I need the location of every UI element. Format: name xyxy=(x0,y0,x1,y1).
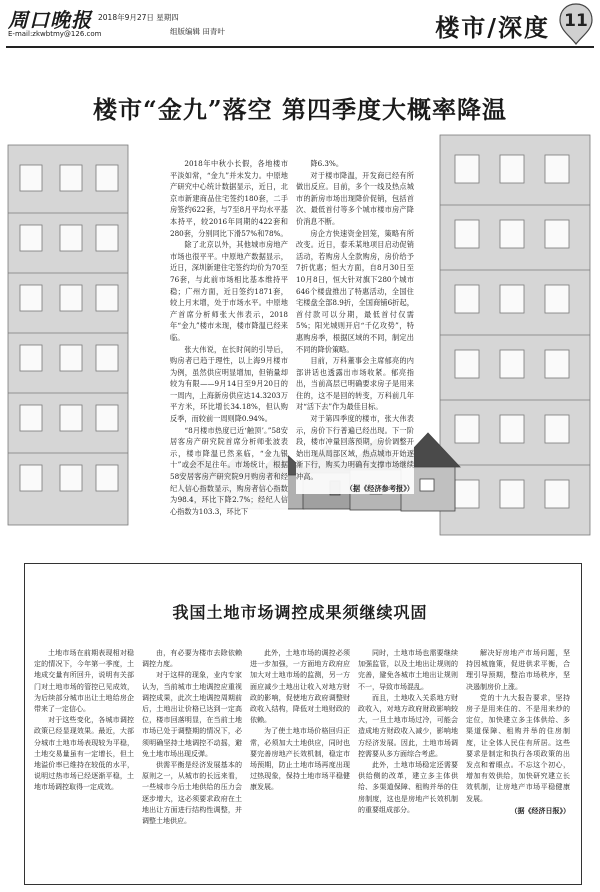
header-rule xyxy=(6,46,594,48)
page-badge xyxy=(558,2,594,46)
masthead xyxy=(6,4,179,42)
article2-column-4 xyxy=(358,648,458,816)
article1-paragraph: 目前，万科董事会主席郁亮的内部讲话也透露出市场收紧。郁亮指出，当前高层已明确要求房子是用来住的，这不是回的转变，万科前几年对“活下去”作为最佳目标。 xyxy=(296,356,414,412)
article2-paragraph: 供需平衡是经济发展基本的原则之一，从城市的长远来看，一些城市今后土地供给的压力会逐步增大，这必须要求政府在土地出让方面进行结构性调整，并调整土地供应。 xyxy=(142,761,242,826)
article1-paragraph: “8月楼市热度已近‘触顶’。”58安居客房产研究院首席分析师张波表示，楼市降温已然来临，“金九银十”或会不足往年。市场统计，根据58安居客房产研究院9月购房者和经纪人信心指数显示，购房者信心指数为98.4，环比下降2.7%；经纪人信心指数为103.3，环比下 xyxy=(170,425,288,516)
article2-paragraph: 为了使土地市场价格回归正常，必须加大土地供应，同时也要完善房地产长效机制，稳定市场预期，防止土地市场再度出现过热现象，保持土地市场平稳健康发展。 xyxy=(250,727,350,792)
article2-paragraph: 土地市场在前期表现相对稳定的情况下，今年第一季度，土地成交量有所回升，说明有关部门对土地市场的管控已见成效，为后续部分城市出让土地给房企带来了一定信心。 xyxy=(34,649,134,714)
article2-paragraph: 对于这样的现象，业内专家认为，当前城市土地调控应重视调控成果，此次土地调控周期前后，土地出让价格已达到一定高位，楼市回落明显，在当前土地市场已处于调整期的情况下，必须明确坚持土地调控不动摇，避免土地市场出现反弹。 xyxy=(142,671,242,758)
article2-paragraph: 解决好房地产市场问题，坚持因城施策，促进供求平衡，合理引导预期，整治市场秩序，坚决遏制房价上涨。 xyxy=(466,649,570,691)
article2-source: （据《经济日报》） xyxy=(510,805,570,815)
article2-column-3 xyxy=(250,648,350,794)
article2-column-2 xyxy=(142,648,242,827)
article1-column-2 xyxy=(296,158,414,494)
article2-paragraph: 由，有必要为楼市去除依赖调控力度。 xyxy=(142,649,242,669)
article2-paragraph: 对于这些变化，各城市调控政策已经显现效果。最近，大部分城市土地市场表现较为平稳，土地交易量虽有一定增长，但土地溢价率已维持在较低的水平，说明过热市场已经逐渐平稳，土地市场调控取得一定成效。 xyxy=(34,716,134,792)
article2-paragraph: 此外，土地市场的调控必须进一步加强，一方面地方政府应加大对土地市场的监测，另一方面应减少土地出让收入对地方财政的影响，促使地方政府调整财政收入结构，降低对土地财政的依赖。 xyxy=(250,649,350,725)
article1-source: （据《经济参考报》） xyxy=(345,483,414,493)
article1-paragraph: 2018年中秋小长假，各地楼市平淡如常，“金九”并未发力。中原地产研究中心统计数据显示，近日，北京市新建商品住宅签约180套，二手房签约622套，与7至8月平均水平基本持平，较2016年同期的422套和280套，分别同比下滑57%和78%。 xyxy=(170,159,288,238)
article1-paragraph: 除了北京以外，其他城市房地产市场也很平平。中原地产数据显示，近日，深圳新建住宅签约均价为70至76套，与此前市场相比基本维持平稳；广州方面，近日签约1871套，较上月末增，处于市场水平。中原地产首席分析师张大伟表示，2018年“金九”楼市未现，楼市降温已经来临。 xyxy=(170,240,288,342)
masthead-email: E-mail:zkwbtmy@126.com xyxy=(8,30,102,38)
article2-headline: 我国土地市场调控成果须继续巩固 xyxy=(172,603,428,622)
right-building-illustration xyxy=(440,135,590,535)
article1-paragraph: 张大伟说，在长时间的引导后，购房者已趋于理性，以上海9月楼市为例，虽然供应明显增加，但销量却较为有限——9月14日至9月20日的一周内，上海新房供应达14.3203万平方米，环比增长34.18%，但认购反季，而较前一周则降0.94%。 xyxy=(170,344,288,424)
editor-credit: 组版编辑 田青叶 xyxy=(170,27,225,36)
article1-paragraph: 对于第四季度的楼市，张大伟表示，房价下行普遍已经出现。下一阶段，楼市冲量回落预期，房价调整开始出现从局部区域，热点城市开始逐渐下行，购买力明确有支撑市场继续冲高。 xyxy=(296,414,414,482)
section-title: 楼市/深度 xyxy=(435,13,550,42)
article2-paragraph: 党的十九大报告要求，坚持房子是用来住的、不是用来炒的定位，加快建立多主体供给、多渠道保障、租购并举的住房制度，让全体人民住有所居。这些要求是制定和执行各项政策的出发点和着眼点。不忘这个初心，增加有效供给，加快研究建立长效机制，让房地产市场平稳健康发展。 xyxy=(466,693,570,803)
article2-paragraph: 同时，土地市场也需要继续加强监管，以及土地出让规则的完善，避免各城市土地出让规则不一，导致市场混乱。 xyxy=(358,649,458,691)
issue-date: 2018年9月27日 星期四 xyxy=(98,13,179,22)
article2-column-5 xyxy=(466,648,570,816)
article2-paragraph: 而且，土地收入关系地方财政收入，对地方政府财政影响较大，一旦土地市场过冷，可能会造成地方财政收入减少，影响地方经济发展。因此，土地市场调控需要从多方面综合考虑。 xyxy=(358,693,458,758)
article1-paragraph: 房企方快速资金回笼，策略有所改变。近日，泰禾某地项目启动促销活动，若购房人全款购房，房价给予7折优惠；恒大方面，自8月30日至10月8日，恒大针对旗下280个城市646个楼盘推出了特惠活动，全国住宅楼盘全部8.9折，全国商铺6折起，首付款可以分期，最低首付仅需5%；阳光城则开启“千亿攻势”，特惠购房季，根据区域的不同，制定出不同的降价策略。 xyxy=(296,228,414,354)
article1-paragraph: 对于楼市降温，开发商已经有所做出反应。目前，多个一线及热点城市的新房市场出现降价促销，包括首次、最低首付等多个城市楼市房产降价消息不断。 xyxy=(296,170,414,226)
article1-headline: 楼市“金九”落空 第四季度大概率降温 xyxy=(93,95,507,124)
article1-paragraph: 降6.3%。 xyxy=(310,159,344,168)
article2-paragraph: 此外，土地市场稳定还需要供给侧的改革，建立多主体供给、多渠道保障、租购并举的住房制度，这也是房地产长效机制的重要组成部分。 xyxy=(358,761,458,814)
article2-column-1 xyxy=(34,648,134,794)
article1-column-1 xyxy=(170,158,288,517)
left-building-illustration xyxy=(8,145,128,525)
masthead-title: 周口晚报 xyxy=(8,8,92,32)
page-number: 11 xyxy=(564,11,588,31)
